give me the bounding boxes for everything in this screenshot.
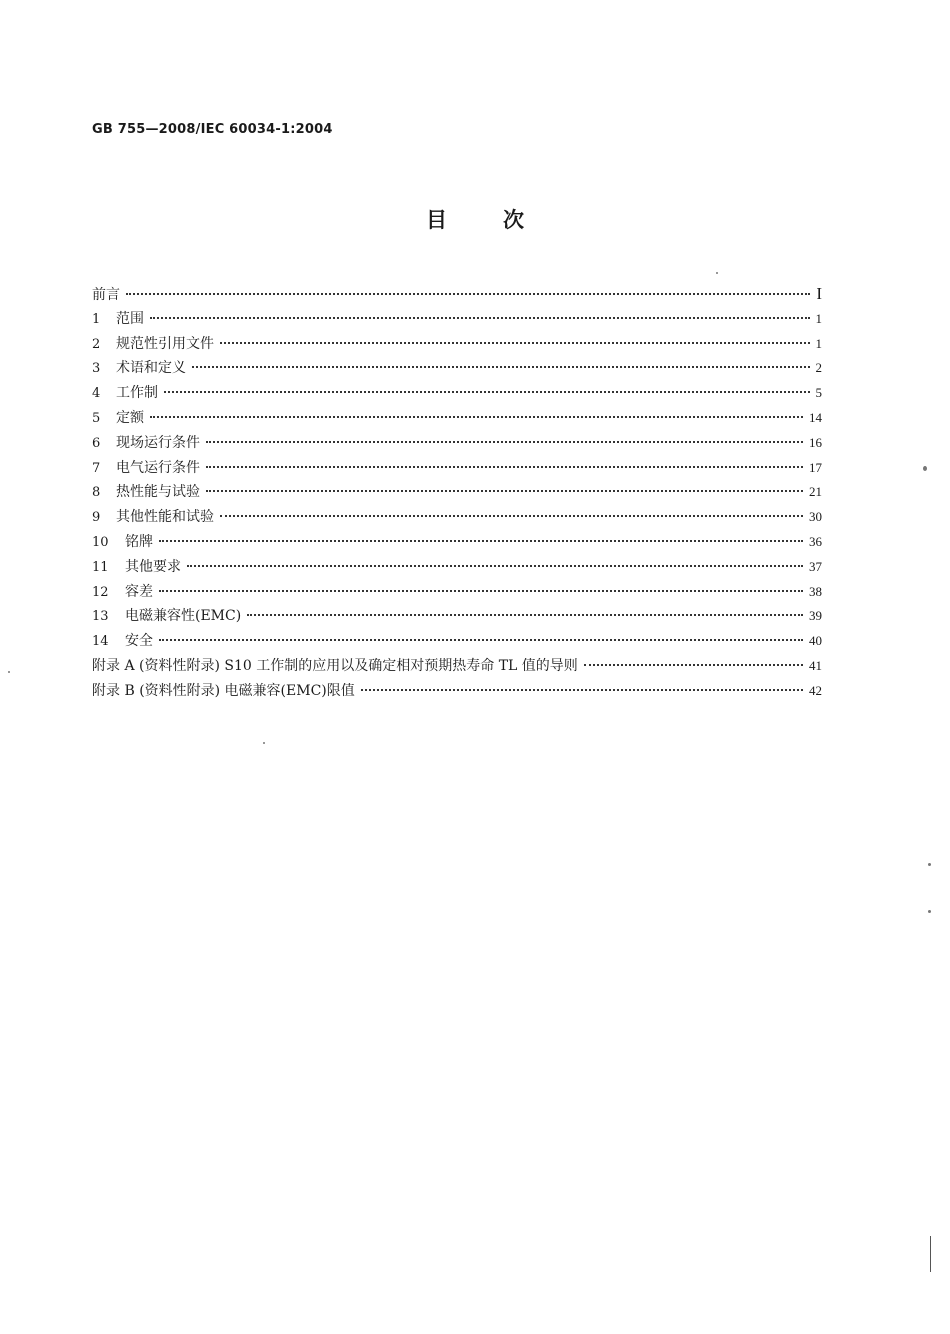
toc-entry-label: 现场运行条件: [116, 434, 200, 451]
toc-entry-label: 范围: [116, 310, 144, 327]
toc-entry-label: 定额: [116, 409, 144, 426]
toc-entry-label: 电气运行条件: [116, 459, 200, 476]
toc-leader-dots: [159, 590, 803, 592]
scan-speck: [923, 466, 927, 471]
toc-entry-annex-b[interactable]: [92, 679, 822, 704]
toc-leader-dots: [220, 515, 803, 517]
toc-leader-dots: [206, 441, 803, 443]
toc-entry-page: 39: [809, 608, 822, 624]
toc-entry-label: 铭牌: [125, 533, 153, 550]
toc-entry-label: 规范性引用文件: [116, 335, 214, 352]
toc-leader-dots: [126, 293, 810, 295]
page-title: [0, 204, 950, 234]
toc-entry-page: 30: [809, 509, 822, 525]
toc-entry-page: 16: [809, 434, 822, 450]
toc-entry-label: 其他要求: [125, 558, 181, 575]
table-of-contents: [92, 282, 822, 704]
toc-entry-12[interactable]: [92, 580, 822, 605]
toc-entry-number: 14: [92, 634, 109, 650]
toc-entry-page: 14: [809, 409, 822, 425]
toc-entry-number: 4: [92, 386, 101, 402]
toc-entry-label: 安全: [125, 633, 153, 650]
toc-entry-13[interactable]: [92, 604, 822, 629]
toc-leader-dots: [150, 416, 803, 418]
toc-entry-label: 电磁兼容性(EMC): [125, 608, 242, 625]
toc-leader-dots: [164, 391, 810, 393]
document-standard-code: GB 755—2008/IEC 60034-1:2004: [92, 122, 333, 137]
toc-leader-dots: [206, 466, 803, 468]
toc-entry-label: 容差: [125, 583, 153, 600]
page-title-char-1: 目: [426, 208, 447, 232]
toc-leader-dots: [150, 317, 810, 319]
toc-entry-page: I: [816, 284, 822, 303]
toc-entry-number: 10: [92, 534, 109, 550]
toc-entry-number: 7: [92, 460, 101, 476]
toc-entry-number: 3: [92, 361, 101, 377]
scan-speck: [928, 910, 931, 913]
scan-edge-line: [930, 1236, 931, 1272]
toc-entry-page: 21: [809, 484, 822, 500]
toc-entry-page: 36: [809, 533, 822, 549]
toc-entry-number: 9: [92, 510, 101, 526]
toc-leader-dots: [361, 689, 803, 691]
toc-entry-number: 6: [92, 435, 101, 451]
toc-entry-page: 37: [809, 558, 822, 574]
toc-entry-4[interactable]: [92, 381, 822, 406]
toc-entry-11[interactable]: [92, 555, 822, 580]
toc-entry-page: 40: [809, 633, 822, 649]
toc-entry-number: 8: [92, 485, 101, 501]
toc-leader-dots: [159, 540, 803, 542]
toc-leader-dots: [220, 342, 810, 344]
toc-entry-number: 1: [92, 311, 101, 327]
toc-entry-page: 38: [809, 583, 822, 599]
toc-entry-label: 附录 B (资料性附录) 电磁兼容(EMC)限值: [92, 682, 355, 699]
toc-leader-dots: [206, 490, 803, 492]
toc-entry-3[interactable]: [92, 356, 822, 381]
toc-entry-label: 附录 A (资料性附录) S10 工作制的应用以及确定相对预期热寿命 TL 值的导则: [92, 657, 578, 674]
toc-entry-label: 术语和定义: [116, 360, 186, 377]
toc-entry-annex-a[interactable]: [92, 654, 822, 679]
toc-entry-9[interactable]: [92, 505, 822, 530]
toc-entry-number: 11: [92, 559, 109, 575]
toc-entry-page: 1: [815, 310, 822, 326]
scan-speck: [716, 272, 718, 274]
toc-entry-14[interactable]: [92, 629, 822, 654]
toc-leader-dots: [584, 664, 803, 666]
toc-entry-label: 前言: [92, 287, 120, 303]
toc-entry-label: 热性能与试验: [116, 484, 200, 501]
scan-speck: [263, 742, 265, 744]
toc-entry-page: 1: [815, 335, 822, 351]
toc-leader-dots: [192, 366, 810, 368]
toc-entry-page: 17: [809, 459, 822, 475]
toc-entry-page: 41: [809, 657, 822, 673]
toc-entry-page: 42: [809, 682, 822, 698]
toc-entry-page: 5: [815, 385, 822, 401]
toc-entry-label: 工作制: [116, 385, 158, 402]
toc-entry-number: 13: [92, 609, 109, 625]
page-title-char-2: 次: [503, 208, 524, 232]
toc-entry-foreword[interactable]: [92, 282, 822, 307]
toc-entry-number: 12: [92, 584, 109, 600]
toc-entry-6[interactable]: [92, 431, 822, 456]
toc-entry-number: 2: [92, 336, 101, 352]
toc-entry-2[interactable]: [92, 332, 822, 357]
toc-entry-7[interactable]: [92, 456, 822, 481]
toc-entry-label: 其他性能和试验: [116, 509, 214, 526]
toc-entry-page: 2: [815, 360, 822, 376]
toc-leader-dots: [247, 614, 803, 616]
toc-entry-1[interactable]: [92, 307, 822, 332]
toc-leader-dots: [159, 639, 803, 641]
toc-entry-8[interactable]: [92, 480, 822, 505]
toc-entry-number: 5: [92, 410, 101, 426]
toc-entry-5[interactable]: [92, 406, 822, 431]
scan-speck: [8, 671, 10, 673]
toc-leader-dots: [187, 565, 803, 567]
toc-entry-10[interactable]: [92, 530, 822, 555]
scan-speck: [928, 863, 931, 866]
